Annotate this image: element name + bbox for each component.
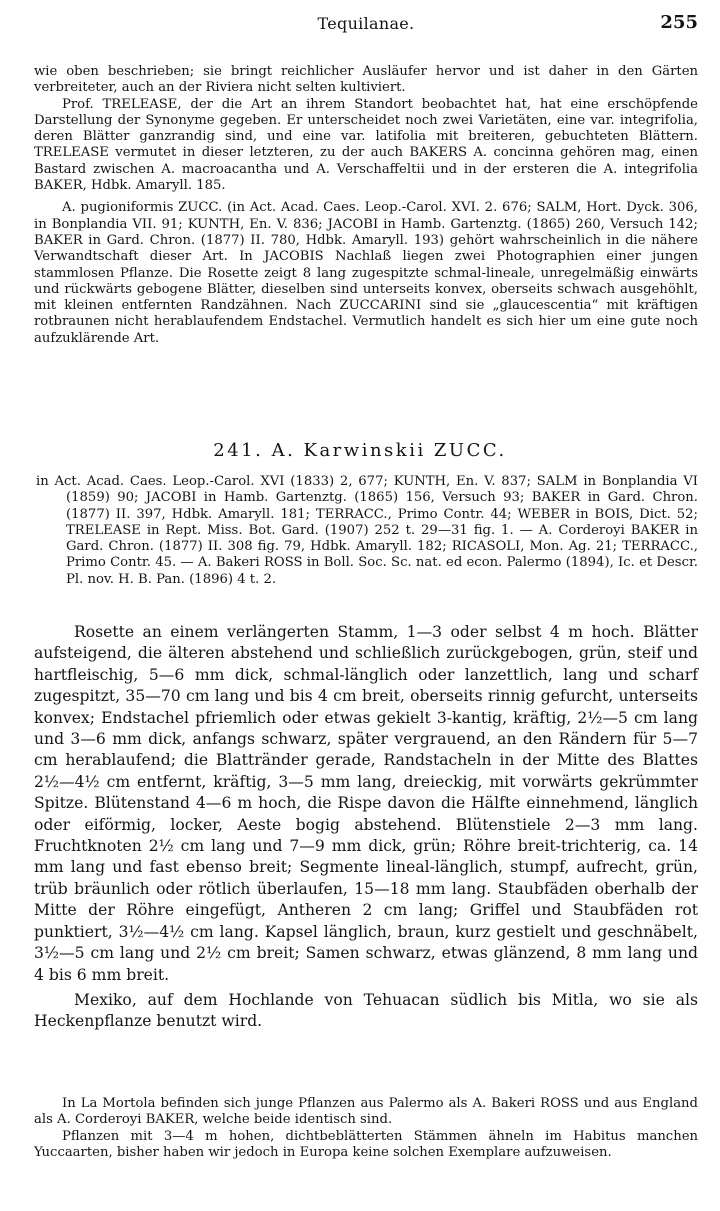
- continuation-paragraph: wie oben beschrieben; sie bringt reichlicher Ausläufer hervor und ist daher in den Gärten verbreiteter, auch an der Riviera nicht selten kultiviert.: [34, 64, 698, 96]
- distribution-paragraph: Mexiko, auf dem Hochlande von Tehuacan südlich bis Mitla, wo sie als Heckenpflanze benutzt wird.: [34, 990, 698, 1031]
- page-header: [34, 12, 698, 42]
- species-heading: 241. A. Karwinskii ZUCC.: [213, 440, 507, 461]
- note-paragraph: Pflanzen mit 3—4 m hohen, dichtbeblätterten Stämmen ähneln im Habitus manchen Yuccaarten, bisher haben wir jedoch in Europa keine solchen Exemplare aufzuweisen.: [34, 1128, 698, 1160]
- notes-section: [34, 1096, 698, 1161]
- pugioniformis-paragraph: A. pugioniformis ZUCC. (in Act. Acad. Caes. Leop.-Carol. XVI. 2. 676; SALM, Hort. Dyck. 306, in Bonplandia VII. 91; KUNTH, En. V. 836; JACOBI in Hamb. Gartenztg. (1865) 260, Versuch 142; BAKER in Gard. Chron. (1877) II. 780, Hdbk. Amaryll. 193) gehört wahrscheinlich in die nähere Verwandtschaft dieser Art. In JACOBIS Nachlaß liegen zwei Photographien einer jungen stammlosen Pflanze. Die Rosette zeigt 8 lang zugespitzte schmal-lineale, unregelmäßig einwärts und rückwärts gebogene Blätter, dieselben sind unterseits konvex, oberseits schwach ausgehöhlt, mit kleinen entfernten Randzähnen. Nach ZUCCARINI sind sie „glaucescentia“ mit kräftigen rotbraunen nicht herablaufendem Endstachel. Vermutlich handelt es sich hier um eine gute noch aufzuklärende Art.: [34, 200, 698, 346]
- page-number: 255: [660, 12, 698, 33]
- trelease-paragraph: Prof. TRELEASE, der die Art an ihrem Standort beobachtet hat, hat eine erschöpfende Darstellung der Synonyme gegeben. Er unterscheidet noch zwei Varietäten, eine var. integrifolia, deren Blätter ganzrandig sind, und eine var. latifolia mit breiteren, gebuchteten Blättern. TRELEASE vermutet in dieser letzteren, zu der auch BAKERS A. concinna gehören mag, einen Bastard zwischen A. macroacantha und A. Verschaffeltii und in der ersteren die A. integrifolia BAKER, Hdbk. Amaryll. 185.: [34, 96, 698, 194]
- continuation-section: [34, 64, 698, 347]
- description-section: [34, 622, 698, 1033]
- references-section: [34, 474, 698, 588]
- running-title: Tequilanae.: [317, 14, 415, 33]
- note-paragraph: In La Mortola befinden sich junge Pflanzen aus Palermo als A. Bakeri ROSS und aus England als A. Corderoyi BAKER, welche beide identisch sind.: [34, 1096, 698, 1128]
- references-paragraph: in Act. Acad. Caes. Leop.-Carol. XVI (1833) 2, 677; KUNTH, En. V. 837; SALM in Bonplandia VI (1859) 90; JACOBI in Hamb. Gartenztg. (1865) 156, Versuch 93; BAKER in Gard. Chron. (1877) II. 397, Hdbk. Amaryll. 181; TERRACC., Primo Contr. 44; WEBER in BOIS, Dict. 52; TRELEASE in Rept. Miss. Bot. Gard. (1907) 252 t. 29—31 fig. 1. — A. Corderoyi BAKER in Gard. Chron. (1877) II. 308 fig. 79, Hdbk. Amaryll. 182; RICASOLI, Mon. Ag. 21; TERRACC., Primo Contr. 45. — A. Bakeri ROSS in Boll. Soc. Sc. nat. ed econ. Palermo (1894), Ic. et Descr. Pl. nov. H. B. Pan. (1896) 4 t. 2.: [36, 474, 698, 587]
- description-paragraph: Rosette an einem verlängerten Stamm, 1—3 oder selbst 4 m hoch. Blätter aufsteigend, die älteren abstehend und schließlich zurückgebogen, grün, steif und hartfleischig, 5—6 mm dick, schmal-länglich oder lanzettlich, lang und scharf zugespitzt, 35—70 cm lang und bis 4 cm breit, oberseits rinnig gefurcht, unterseits konvex; Endstachel pfriemlich oder etwas gekielt 3-kantig, kräftig, 2½—5 cm lang und 3—6 mm dick, anfangs schwarz, später vergrauend, an den Rändern für 5—7 cm herablaufend; die Blattränder gerade, Randstacheln in der Mitte des Blattes 2½—4½ cm entfernt, kräftig, 3—5 mm lang, dreieckig, mit vorwärts gekrümmter Spitze. Blütenstand 4—6 m hoch, die Rispe davon die Hälfte einnehmend, länglich oder eiförmig, locker, Aeste bogig abstehend. Blütenstiele 2—3 mm lang. Fruchtknoten 2½ cm lang und 7—9 mm dick, grün; Röhre breit-trichterig, ca. 14 mm lang und fast ebenso breit; Segmente lineal-länglich, stumpf, aufrecht, grün, trüb bräunlich oder rötlich überlaufen, 15—18 mm lang. Staubfäden oberhalb der Mitte der Röhre eingefügt, Antheren 2 cm lang; Griffel und Staubfäden rot punktiert, 3½—4½ cm lang. Kapsel länglich, braun, kurz gestielt und geschnäbelt, 3½—5 cm lang und 2½ cm breit; Samen schwarz, etwas glänzend, 8 mm lang und 4 bis 6 mm breit.: [34, 623, 698, 984]
